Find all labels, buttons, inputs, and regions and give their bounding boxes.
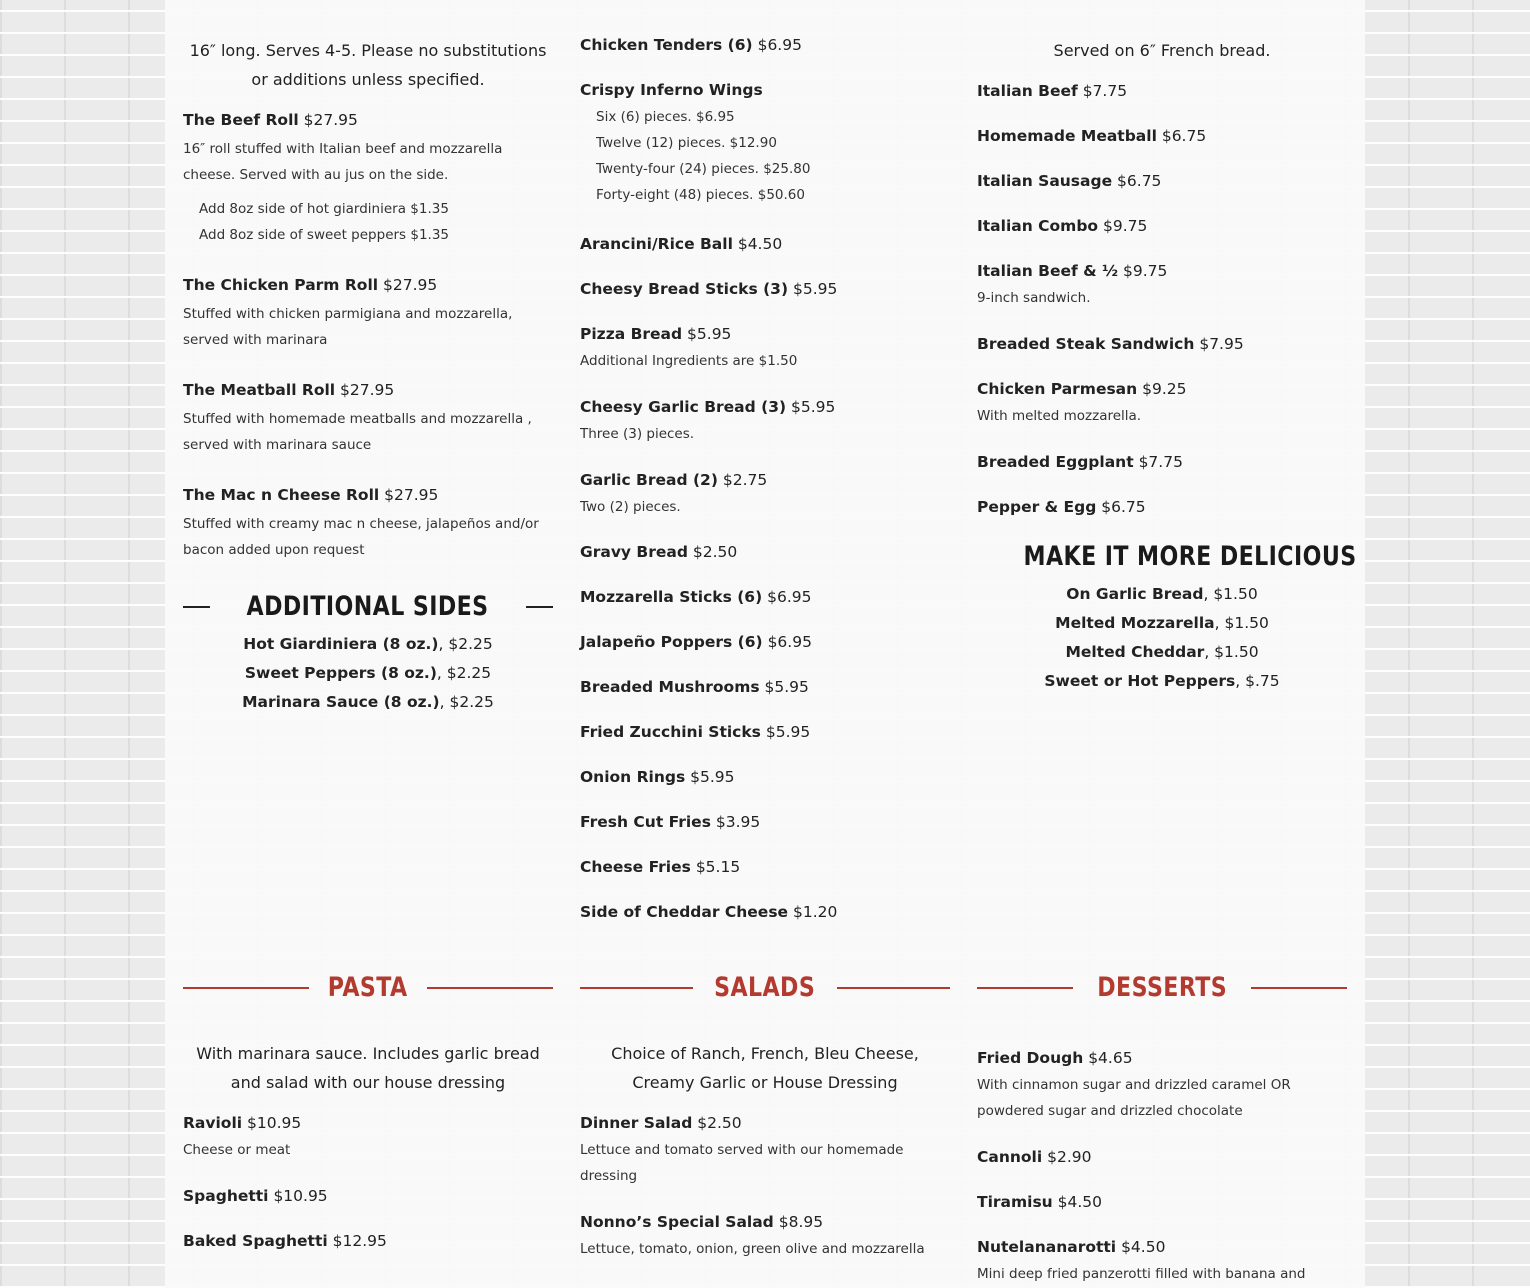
menu-panel xyxy=(165,0,1365,1288)
dinner-salad-desc: Lettuce and tomato served with our homemade dressing xyxy=(580,1142,904,1184)
fried-dough: Fried Dough $4.65 xyxy=(977,1049,1133,1067)
tiramisu: Tiramisu $4.50 xyxy=(977,1193,1103,1211)
salads-section xyxy=(580,972,950,1262)
wings-option: Forty-eight (48) pieces. $50.60 xyxy=(596,187,805,203)
onion-rings: Onion Rings $5.95 xyxy=(580,768,735,786)
sandwiches-column xyxy=(977,36,1357,696)
side-item: Hot Giardiniera (8 oz.), $2.25 xyxy=(243,635,493,653)
pepper-egg: Pepper & Egg $6.75 xyxy=(977,498,1146,516)
cheesy-garlic-bread: Cheesy Garlic Bread (3) $5.95 xyxy=(580,398,836,416)
additional-sides-heading: ADDITIONAL SIDES xyxy=(183,591,553,622)
mozzarella-sticks: Mozzarella Sticks (6) $6.95 xyxy=(580,588,812,606)
zucchini-sticks: Fried Zucchini Sticks $5.95 xyxy=(580,723,811,741)
divider xyxy=(183,606,210,608)
pizza-bread-desc: Additional Ingredients are $1.50 xyxy=(580,353,798,369)
salads-intro: Choice of Ranch, French, Bleu Cheese, Creamy Garlic or House Dressing xyxy=(611,1044,919,1092)
wings-option: Six (6) pieces. $6.95 xyxy=(596,109,735,125)
dinner-salad: Dinner Salad $2.50 xyxy=(580,1114,742,1132)
divider xyxy=(427,987,553,989)
fresh-cut-fries: Fresh Cut Fries $3.95 xyxy=(580,813,761,831)
divider xyxy=(837,987,950,989)
divider xyxy=(183,987,309,989)
chicken-tenders: Chicken Tenders (6) $6.95 xyxy=(580,36,802,54)
desserts-section xyxy=(977,972,1347,1287)
garlic-bread: Garlic Bread (2) $2.75 xyxy=(580,471,768,489)
chicken-parmesan-desc: With melted mozzarella. xyxy=(977,408,1142,424)
nutelananarotti: Nutelananarotti $4.50 xyxy=(977,1238,1166,1256)
cheddar-side: Side of Cheddar Cheese $1.20 xyxy=(580,903,838,921)
gravy-bread: Gravy Bread $2.50 xyxy=(580,543,738,561)
arancini: Arancini/Rice Ball $4.50 xyxy=(580,235,783,253)
beef-roll: The Beef Roll $27.95 xyxy=(183,111,358,129)
extra-item: Sweet or Hot Peppers, $.75 xyxy=(1044,672,1280,690)
additional-sides-list xyxy=(183,630,553,717)
extra-item: On Garlic Bread, $1.50 xyxy=(1066,585,1258,603)
nutelananarotti-desc: Mini deep fried panzerotti filled with banana and xyxy=(977,1266,1306,1282)
cheese-fries: Cheese Fries $5.15 xyxy=(580,858,741,876)
pasta-section xyxy=(183,972,553,1251)
appetizers-column xyxy=(580,35,950,922)
spaghetti: Spaghetti $10.95 xyxy=(183,1187,328,1205)
inferno-wings: Crispy Inferno Wings xyxy=(580,81,763,99)
italian-beef-half-desc: 9-inch sandwich. xyxy=(977,290,1091,306)
wings-option: Twelve (12) pieces. $12.90 xyxy=(596,135,777,151)
italian-beef: Italian Beef $7.75 xyxy=(977,82,1128,100)
rolls-intro: 16″ long. Serves 4-5. Please no substitutions or additions unless specified. xyxy=(189,41,547,89)
chicken-parmesan: Chicken Parmesan $9.25 xyxy=(977,380,1187,398)
beef-roll-desc: 16″ roll stuffed with Italian beef and mozzarella cheese. Served with au jus on the side. xyxy=(183,141,503,183)
divider xyxy=(977,987,1073,989)
cheesy-bread-sticks: Cheesy Bread Sticks (3) $5.95 xyxy=(580,280,838,298)
pizza-bread: Pizza Bread $5.95 xyxy=(580,325,732,343)
ravioli-desc: Cheese or meat xyxy=(183,1142,291,1158)
nonnos-salad: Nonno’s Special Salad $8.95 xyxy=(580,1213,824,1231)
divider xyxy=(526,606,553,608)
mac-cheese-roll: The Mac n Cheese Roll $27.95 xyxy=(183,486,439,504)
divider xyxy=(580,987,693,989)
desserts-heading: DESSERTS xyxy=(977,972,1347,1003)
italian-beef-half: Italian Beef & ½ $9.75 xyxy=(977,262,1168,280)
chicken-parm-roll: The Chicken Parm Roll $27.95 xyxy=(183,276,438,294)
cheesy-garlic-bread-desc: Three (3) pieces. xyxy=(580,426,695,442)
breaded-eggplant: Breaded Eggplant $7.75 xyxy=(977,453,1183,471)
garlic-bread-desc: Two (2) pieces. xyxy=(580,499,681,515)
breaded-steak: Breaded Steak Sandwich $7.95 xyxy=(977,335,1244,353)
meatball-roll-desc: Stuffed with homemade meatballs and mozzarella , served with marinara sauce xyxy=(183,411,532,453)
side-item: Marinara Sauce (8 oz.), $2.25 xyxy=(242,693,494,711)
more-delicious-list xyxy=(977,580,1347,696)
divider xyxy=(1251,987,1347,989)
pasta-intro: With marinara sauce. Includes garlic bread and salad with our house dressing xyxy=(196,1044,540,1092)
sandwiches-intro: Served on 6″ French bread. xyxy=(1053,41,1271,60)
homemade-meatball: Homemade Meatball $6.75 xyxy=(977,127,1207,145)
breaded-mushrooms: Breaded Mushrooms $5.95 xyxy=(580,678,809,696)
pasta-heading: PASTA xyxy=(183,972,553,1003)
wings-option: Twenty-four (24) pieces. $25.80 xyxy=(596,161,811,177)
more-delicious-heading: MAKE IT MORE DELICIOUS xyxy=(1023,541,1357,572)
jalapeno-poppers: Jalapeño Poppers (6) $6.95 xyxy=(580,633,812,651)
rolls-column xyxy=(183,36,553,717)
cannoli: Cannoli $2.90 xyxy=(977,1148,1092,1166)
ravioli: Ravioli $10.95 xyxy=(183,1114,302,1132)
italian-sausage: Italian Sausage $6.75 xyxy=(977,172,1162,190)
beef-roll-option: Add 8oz side of sweet peppers $1.35 xyxy=(199,227,450,243)
fried-dough-desc: With cinnamon sugar and drizzled caramel OR powdered sugar and drizzled chocolate xyxy=(977,1077,1291,1119)
wings-options xyxy=(580,104,950,208)
chicken-parm-roll-desc: Stuffed with chicken parmigiana and mozzarella, served with marinara xyxy=(183,306,513,348)
italian-combo: Italian Combo $9.75 xyxy=(977,217,1148,235)
beef-roll-option: Add 8oz side of hot giardiniera $1.35 xyxy=(199,201,449,217)
meatball-roll: The Meatball Roll $27.95 xyxy=(183,381,395,399)
nonnos-salad-desc: Lettuce, tomato, onion, green olive and mozzarella xyxy=(580,1241,925,1257)
extra-item: Melted Cheddar, $1.50 xyxy=(1065,643,1259,661)
side-item: Sweet Peppers (8 oz.), $2.25 xyxy=(244,664,492,682)
extra-item: Melted Mozzarella, $1.50 xyxy=(1055,614,1269,632)
mac-cheese-roll-desc: Stuffed with creamy mac n cheese, jalapeños and/or bacon added upon request xyxy=(183,516,539,558)
salads-heading: SALADS xyxy=(580,972,950,1003)
baked-spaghetti: Baked Spaghetti $12.95 xyxy=(183,1232,387,1250)
